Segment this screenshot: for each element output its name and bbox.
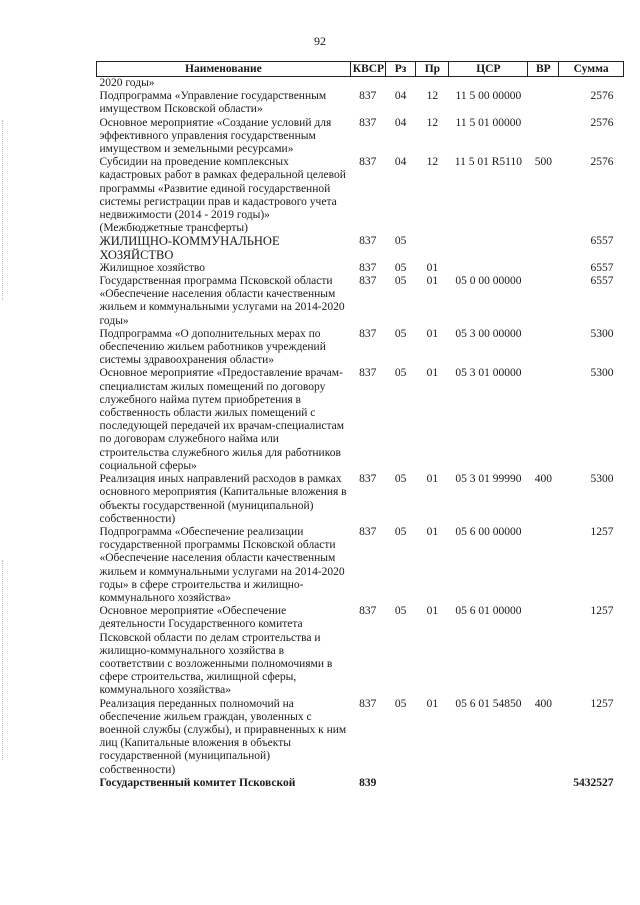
cell-kvsr: 837	[359, 235, 377, 248]
cell-csr: 05 3 01 00000	[455, 367, 522, 380]
table-row	[97, 117, 624, 157]
cell-rz: 05	[394, 327, 407, 340]
cell-csr	[449, 262, 528, 275]
cell-name: Подпрограмма «Обеспечение реализации государственной программы Псковской области «Обеспечение населения области качественным жильем и коммунальными услугами на 2014-2020 годы» в сфере строительства и жилищно-коммунального хозяйства»	[99, 525, 345, 604]
table-row	[97, 235, 624, 261]
cell-sum: 6557	[590, 275, 614, 288]
cell-csr: 05 6 01 00000	[455, 605, 522, 618]
cell-vr: 400	[534, 697, 552, 710]
cell-sum: 2576	[590, 90, 614, 103]
cell-rz: 05	[394, 367, 407, 380]
cell-rz	[385, 777, 416, 790]
column-header-kvsr: КВСР	[350, 62, 385, 77]
cell-sum: 1257	[590, 525, 614, 538]
table-row	[97, 367, 624, 473]
cell-csr	[449, 235, 528, 261]
cell-name: Реализация иных направлений расходов в рамках основного мероприятия (Капитальные вложения в объекты государственной (муниципальной) собственности)	[99, 473, 347, 525]
cell-name: Подпрограмма «Управление государственным имуществом Псковской области»	[99, 90, 327, 116]
cell-name: 2020 годы»	[99, 77, 155, 89]
cell-csr	[449, 77, 528, 91]
cell-kvsr: 837	[359, 697, 377, 710]
column-header-name: Наименование	[97, 62, 351, 77]
cell-rz: 05	[394, 473, 407, 486]
cell-vr	[528, 235, 559, 261]
cell-kvsr: 837	[359, 605, 377, 618]
table-row	[97, 526, 624, 605]
cell-rz: 05	[394, 605, 407, 618]
cell-pr: 01	[426, 473, 439, 486]
cell-name: Подпрограмма «О дополнительных мерах по обеспечению жильем работников учреждений системы здравоохранения области»	[99, 327, 326, 367]
table-row	[97, 77, 624, 91]
cell-pr: 01	[426, 327, 439, 340]
cell-name: Основное мероприятие «Создание условий для эффективного управления государственным имуществом и земельными ресурсами»	[99, 116, 332, 156]
cell-rz: 05	[394, 697, 407, 710]
cell-kvsr: 837	[359, 367, 377, 380]
cell-rz: 05	[394, 261, 407, 274]
table-row	[97, 90, 624, 116]
cell-name: Основное мероприятие «Обеспечение деятельности Государственного комитета Псковской области по делам строительства и жилищно-коммунального хозяйства в соответствии с возложенными полномочиями в сфере строительства, жилищной сферы, коммунального хозяйства»	[99, 605, 333, 697]
cell-pr: 12	[426, 156, 439, 169]
cell-sum: 5300	[590, 367, 614, 380]
cell-vr	[528, 77, 559, 91]
cell-pr: 01	[426, 525, 439, 538]
cell-vr	[528, 117, 559, 157]
cell-pr: 01	[426, 261, 439, 274]
cell-pr	[416, 235, 449, 261]
column-header-vr: ВР	[528, 62, 559, 77]
cell-sum: 2576	[590, 116, 614, 129]
cell-rz: 04	[394, 90, 407, 103]
cell-rz: 05	[394, 235, 407, 248]
table-body	[97, 77, 624, 790]
column-header-csr: ЦСР	[449, 62, 528, 77]
cell-kvsr: 837	[359, 525, 377, 538]
table-row	[97, 262, 624, 275]
table-row	[97, 473, 624, 526]
margin-mark	[2, 560, 6, 760]
cell-kvsr: 837	[359, 261, 377, 274]
table-row	[97, 605, 624, 697]
cell-sum: 6557	[590, 261, 614, 274]
cell-vr	[528, 328, 559, 368]
cell-vr	[528, 605, 559, 697]
table-row	[97, 156, 624, 235]
cell-kvsr: 837	[359, 473, 377, 486]
cell-name: Государственный комитет Псковской	[99, 776, 296, 789]
column-header-rz: Рз	[385, 62, 416, 77]
cell-rz: 05	[394, 275, 407, 288]
cell-pr: 01	[426, 605, 439, 618]
cell-csr: 11 5 01 R5110	[454, 156, 522, 169]
cell-vr	[528, 275, 559, 328]
cell-rz: 04	[394, 156, 407, 169]
cell-vr	[528, 777, 559, 790]
cell-rz: 04	[394, 116, 407, 129]
cell-name: Государственная программа Псковской области «Обеспечение населения области качественным жильем и коммунальными услугами на 2014-2020 годы»	[99, 275, 345, 327]
cell-sum: 5432527	[573, 776, 614, 789]
cell-csr: 05 0 00 00000	[455, 275, 522, 288]
cell-rz	[385, 77, 416, 91]
cell-csr: 05 6 01 54850	[455, 697, 522, 710]
cell-pr	[416, 777, 449, 790]
cell-csr: 11 5 01 00000	[455, 116, 522, 129]
cell-pr: 01	[426, 275, 439, 288]
cell-sum: 5300	[590, 473, 614, 486]
cell-vr	[528, 90, 559, 116]
table-row	[97, 275, 624, 328]
budget-table	[96, 61, 624, 790]
table-row	[97, 328, 624, 368]
cell-kvsr: 839	[359, 776, 377, 789]
cell-vr	[528, 367, 559, 473]
cell-kvsr: 837	[359, 90, 377, 103]
cell-csr: 05 6 00 00000	[455, 525, 522, 538]
cell-pr	[416, 77, 449, 91]
cell-pr: 01	[426, 697, 439, 710]
cell-sum: 2576	[590, 156, 614, 169]
margin-mark	[2, 120, 6, 300]
table-row	[97, 698, 624, 777]
cell-csr: 11 5 00 00000	[455, 90, 522, 103]
cell-vr	[528, 262, 559, 275]
cell-csr: 05 3 00 00000	[455, 327, 522, 340]
page-number: 92	[314, 34, 326, 48]
cell-name: Субсидии на проведение комплексных кадастровых работ в рамках федеральной целевой программы «Развитие единой государственной системы регистрации прав и кадастрового учета недвижимости (2014 - 2019 годы)» (Межбюджетные трансферты)	[99, 156, 346, 235]
cell-sum: 5300	[590, 327, 614, 340]
cell-kvsr: 837	[359, 116, 377, 129]
cell-kvsr: 837	[359, 156, 377, 169]
cell-csr: 05 3 01 99990	[455, 473, 522, 486]
cell-sum: 1257	[590, 605, 614, 618]
cell-vr	[528, 526, 559, 605]
cell-vr: 400	[534, 473, 552, 486]
cell-pr: 12	[426, 116, 439, 129]
table-row	[97, 777, 624, 790]
column-header-pr: Пр	[416, 62, 449, 77]
cell-sum	[559, 77, 624, 91]
cell-name: Реализация переданных полномочий на обеспечение жильем граждан, уволенных с военной службы (службы), и приравненных к ним лиц (Капитальные вложения в объекты государственной (муниципальной) собственности)	[99, 697, 347, 776]
column-header-sum: Сумма	[559, 62, 624, 77]
cell-pr: 12	[426, 90, 439, 103]
cell-sum: 6557	[590, 235, 614, 248]
cell-name: Жилищное хозяйство	[99, 261, 206, 274]
cell-name: Основное мероприятие «Предоставление врачам-специалистам жилых помещений по договору служебного найма путем приобретения в собственность области жилых помещений с последующей передачей их врачам-специалистам по договорам служебного найма или строительства служебного жилья для работников социальной сферы»	[99, 367, 345, 472]
cell-kvsr	[350, 77, 385, 91]
cell-csr	[449, 777, 528, 790]
cell-vr: 500	[534, 156, 552, 169]
cell-pr: 01	[426, 367, 439, 380]
cell-kvsr: 837	[359, 327, 377, 340]
cell-rz: 05	[394, 525, 407, 538]
cell-kvsr: 837	[359, 275, 377, 288]
table-header-row	[97, 62, 624, 77]
cell-sum: 1257	[590, 697, 614, 710]
cell-name: ЖИЛИЩНО-КОММУНАЛЬНОЕ ХОЗЯЙСТВО	[99, 234, 280, 262]
